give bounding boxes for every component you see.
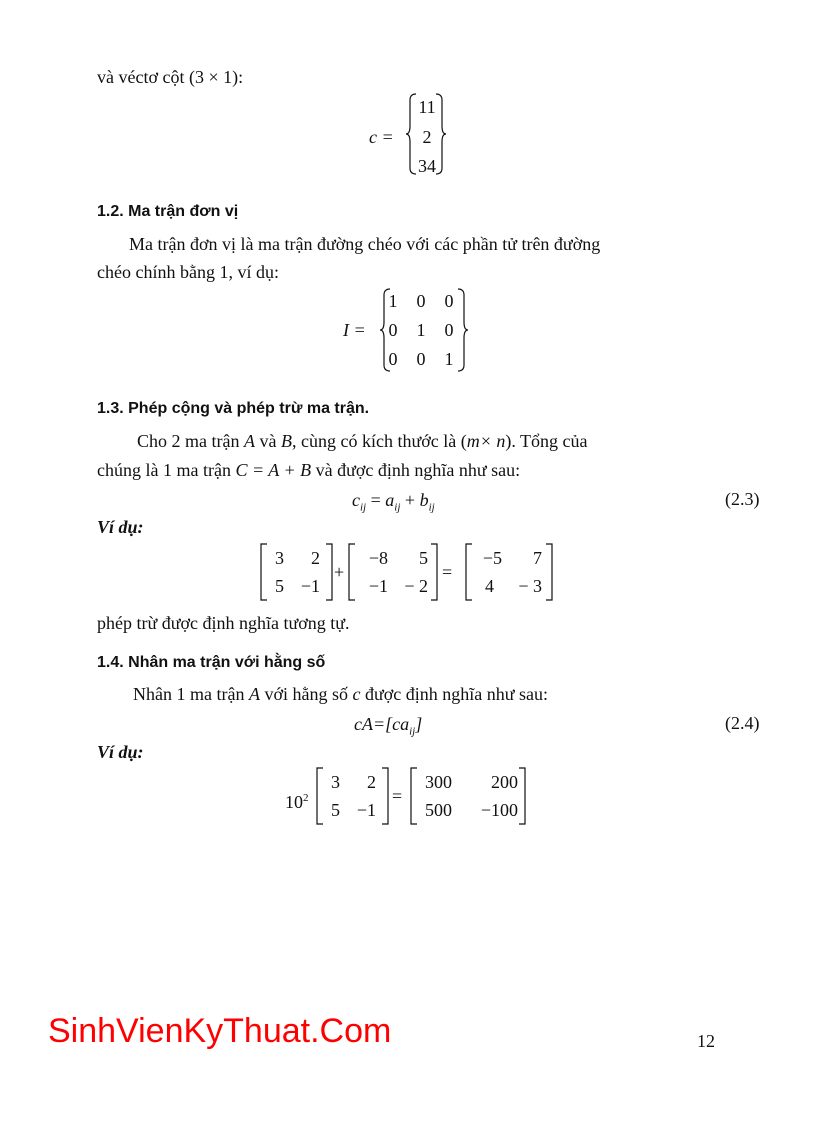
section-1-3-para-line1: Cho 2 ma trận A và B, cùng có kích thước là (m× n). Tổng của [137,431,588,451]
ex13-plus: + [334,562,345,582]
identity-r3c1: 0 [388,349,398,369]
ex13-m2-r2c1: −1 [368,576,388,596]
ex13-m3-r1c1: −5 [482,548,502,568]
identity-r3c2: 0 [416,349,426,369]
vector-c-entry-1: 11 [418,97,436,117]
identity-r2c1: 0 [388,320,398,340]
ex14-m2-right-bracket [518,767,526,825]
ex13-m2-r2c2: − 2 [404,576,428,596]
vector-c-right-brace [436,92,448,176]
ex13-m3-right-bracket [545,543,553,601]
section-1-3-after-text: phép trừ được định nghĩa tương tự. [97,613,350,633]
section-1-3-heading: 1.3. Phép cộng và phép trừ ma trận. [97,400,370,417]
ex14-m1-right-bracket [381,767,389,825]
ex14-scalar: $10^2$ [285,792,309,812]
ex14-m2-r1c1: 300 [425,772,452,792]
ex14-m2-r1c2: 200 [491,772,518,792]
ex13-m2-r1c2: 5 [419,548,428,568]
ex13-m1-r1c1: 3 [275,548,284,568]
formula-2-4: $cA=[ca_{ij}]$ [354,714,423,738]
ex14-m2-left-bracket [410,767,418,825]
ex13-m1-r2c1: 5 [275,576,284,596]
site-watermark[interactable]: SinhVienKyThuat.Com [48,1012,392,1050]
identity-r1c1: 1 [388,291,398,311]
eq-number-2-3: (2.3) [725,489,760,509]
ex14-m1-r1c2: 2 [367,772,376,792]
section-1-2-heading: 1.2. Ma trận đơn vị [97,203,239,220]
ex14-m2-r2c2: −100 [480,800,518,820]
ex13-m2-right-bracket [430,543,438,601]
ex13-m3-r2c2: − 3 [518,576,542,596]
identity-r1c2: 0 [416,291,426,311]
intro-text: và véctơ cột (3 × 1): [97,67,244,87]
ex14-m1-r1c1: 3 [331,772,340,792]
ex13-m1-right-bracket [325,543,333,601]
ex13-m1-r2c2: −1 [300,576,320,596]
ex13-m2-left-bracket [348,543,356,601]
identity-r2c3: 0 [444,320,454,340]
identity-r2c2: 1 [416,320,426,340]
section-1-2-para-line1: Ma trận đơn vị là ma trận đường chéo với các phần tử trên đường [129,234,601,254]
vector-c-lhs: c = [369,127,394,147]
ex14-equals: = [392,786,403,806]
identity-lhs: I = [343,320,366,340]
section-1-4-para: Nhân 1 ma trận A với hằng số c được định nghĩa như sau: [133,684,548,704]
vector-c-entry-2: 2 [422,127,432,147]
section-1-2-para-line2: chéo chính bằng 1, ví dụ: [97,262,279,282]
example-label-1-4: Ví dụ: [97,742,144,762]
ex13-m2-r1c1: −8 [368,548,388,568]
ex14-m2-r2c1: 500 [425,800,452,820]
ex13-m1-left-bracket [260,543,268,601]
ex13-equals: = [442,562,453,582]
section-1-3-para-line2: chúng là 1 ma trận C = A + B và được định nghĩa như sau: [97,460,521,480]
identity-right-brace [458,287,470,373]
page-number: 12 [697,1031,715,1051]
vector-c-entry-3: 34 [418,156,436,176]
example-label-1-3: Ví dụ: [97,517,144,537]
identity-r3c3: 1 [444,349,454,369]
ex14-m1-left-bracket [316,767,324,825]
eq-number-2-4: (2.4) [725,713,760,733]
ex13-m3-r1c2: 7 [533,548,542,568]
identity-r1c3: 0 [444,291,454,311]
section-1-4-heading: 1.4. Nhân ma trận với hằng số [97,654,326,671]
ex14-m1-r2c1: 5 [331,800,340,820]
ex13-m1-r1c2: 2 [311,548,320,568]
formula-2-3: $c_{ij} = a_{ij} + b_{ij}$ [352,490,435,514]
ex13-m3-r2c1: 4 [485,576,494,596]
ex14-m1-r2c2: −1 [356,800,376,820]
